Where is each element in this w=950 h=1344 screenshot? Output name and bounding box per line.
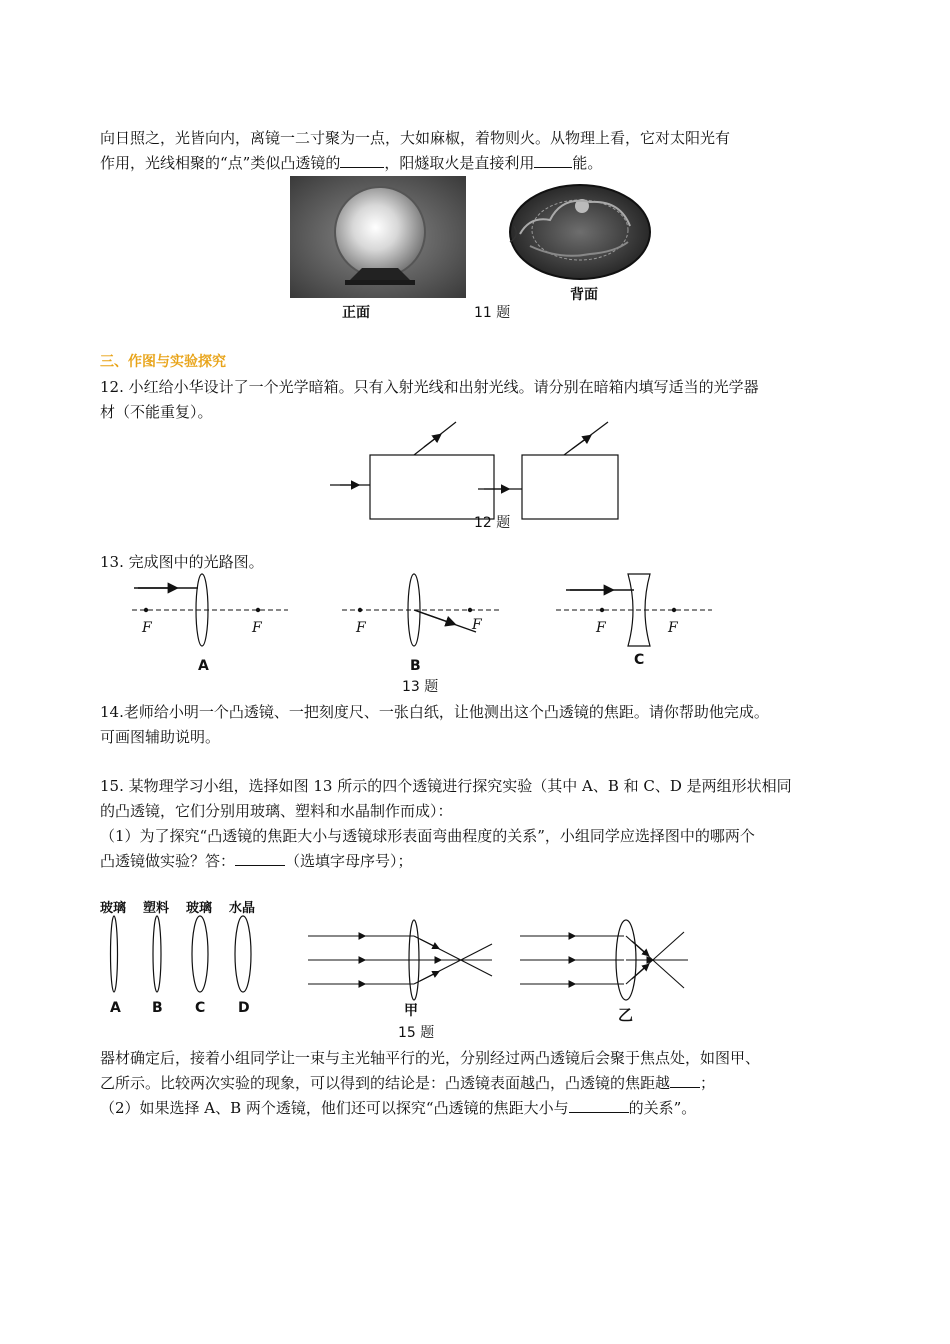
focus-point [358, 608, 362, 612]
q12-line-1: 12. 小红给小华设计了一个光学暗箱。只有入射光线和出射光线。请分别在暗箱内填写适当的光学器 [100, 378, 759, 396]
figure-11-caption: 11 题 [474, 305, 511, 321]
q15-line-1: 15. 某物理学习小组，选择如图 13 所示的四个透镜进行探究实验（其中 A、B 和 C、D 是两组形状相同 [100, 777, 792, 795]
lens-letter-c: C [195, 1000, 206, 1016]
q15-line-4a: 凸透镜做实验？答： [100, 852, 236, 870]
lens-a [111, 916, 118, 992]
q14-line-1: 14.老师给小明一个凸透镜、一把刻度尺、一张白纸，让他测出这个凸透镜的焦距。请你帮助他完成。 [100, 703, 769, 721]
q11-line-2c: 能。 [572, 154, 603, 172]
q12-line-2: 材（不能重复）。 [100, 403, 213, 421]
figure-15-caption: 15 题 [398, 1025, 435, 1041]
section-3-title: 三、作图与实验探究 [100, 354, 226, 370]
focus-label-b-left: F [356, 620, 366, 636]
q15-line-7a: （2）如果选择 A、B 两个透镜，他们还可以探究“凸透镜的焦距大小与 [100, 1099, 569, 1117]
focus-point [468, 608, 472, 612]
focus-label-b-right: F [472, 617, 482, 633]
answer-blank [235, 851, 285, 866]
figure-13-caption: 13 题 [402, 679, 439, 695]
q15-line-7 [100, 1098, 696, 1118]
focus-label-a-left: F [142, 620, 152, 636]
yangsui-back-photo [500, 176, 660, 284]
lens-b [153, 916, 161, 992]
figure-13-lens-diagrams [120, 570, 720, 670]
q14-line-2: 可画图辅助说明。 [100, 728, 221, 746]
answer-blank [534, 153, 572, 168]
figure-15-four-lenses [98, 912, 266, 996]
figure-12-caption: 12 题 [474, 515, 511, 531]
focus-point [672, 608, 676, 612]
dark-box-2 [522, 455, 618, 519]
yangsui-front-photo [290, 176, 466, 298]
material-label-a: 玻璃 [100, 901, 127, 916]
focus-point [600, 608, 604, 612]
lens-label-a: A [198, 658, 209, 674]
q15-line-5: 器材确定后，接着小组同学让一束与主光轴平行的光，分别经过两凸透镜后会聚于焦点处，如图甲、 [100, 1049, 761, 1067]
lens-c [192, 916, 208, 992]
q15-line-6b: ； [700, 1074, 716, 1092]
front-label: 正面 [342, 305, 370, 321]
q11-line-2 [100, 153, 602, 173]
material-label-d: 水晶 [229, 901, 256, 916]
q11-line-1: 向日照之，光皆向内，离镜一二寸聚为一点，大如麻椒，着物则火。从物理上看，它对太阳光有 [100, 129, 731, 147]
material-label-b: 塑料 [143, 901, 170, 916]
lens-label-c: C [634, 652, 645, 668]
lens-letter-a: A [110, 1000, 121, 1016]
focus-label-a-right: F [252, 620, 262, 636]
q15-line-6a: 乙所示。比较两次实验的现象，可以得到的结论是：凸透镜表面越凸，凸透镜的焦距越 [100, 1074, 671, 1092]
answer-blank [670, 1073, 700, 1088]
answer-blank [340, 153, 384, 168]
figure-12-dark-boxes [328, 418, 628, 526]
figure-15-ray-diagrams [308, 912, 698, 1004]
q15-line-4 [100, 851, 413, 871]
q15-line-6 [100, 1073, 715, 1093]
diagram-yi [520, 920, 688, 1000]
focus-label-c-right: F [668, 620, 678, 636]
lens-letter-b: B [152, 1000, 163, 1016]
diagram-label-jia: 甲 [404, 1003, 418, 1019]
material-label-c: 玻璃 [186, 901, 213, 916]
focus-label-c-left: F [596, 620, 606, 636]
back-label: 背面 [570, 287, 598, 303]
answer-blank [569, 1098, 629, 1113]
q11-line-2a: 作用，光线相聚的“点”类似凸透镜的 [100, 154, 341, 172]
q15-line-4b: （选填字母序号）； [285, 852, 413, 870]
dark-box-1 [370, 455, 494, 519]
lens-label-b: B [410, 658, 421, 674]
q15-line-7b: 的关系”。 [628, 1099, 697, 1117]
diagram-label-yi: 乙 [618, 1006, 634, 1024]
diagram-jia [308, 920, 492, 1000]
q13-line-1: 13. 完成图中的光路图。 [100, 553, 264, 571]
focus-point [144, 608, 148, 612]
q15-line-3: （1）为了探究“凸透镜的焦距大小与透镜球形表面弯曲程度的关系”，小组同学应选择图中的哪两个 [100, 827, 755, 845]
lens-d [235, 916, 251, 992]
q11-line-2b: ，阳燧取火是直接利用 [384, 154, 535, 172]
focus-point [256, 608, 260, 612]
lens-letter-d: D [238, 1000, 250, 1016]
q15-line-2: 的凸透镜，它们分别用玻璃、塑料和水晶制作而成）： [100, 802, 453, 820]
